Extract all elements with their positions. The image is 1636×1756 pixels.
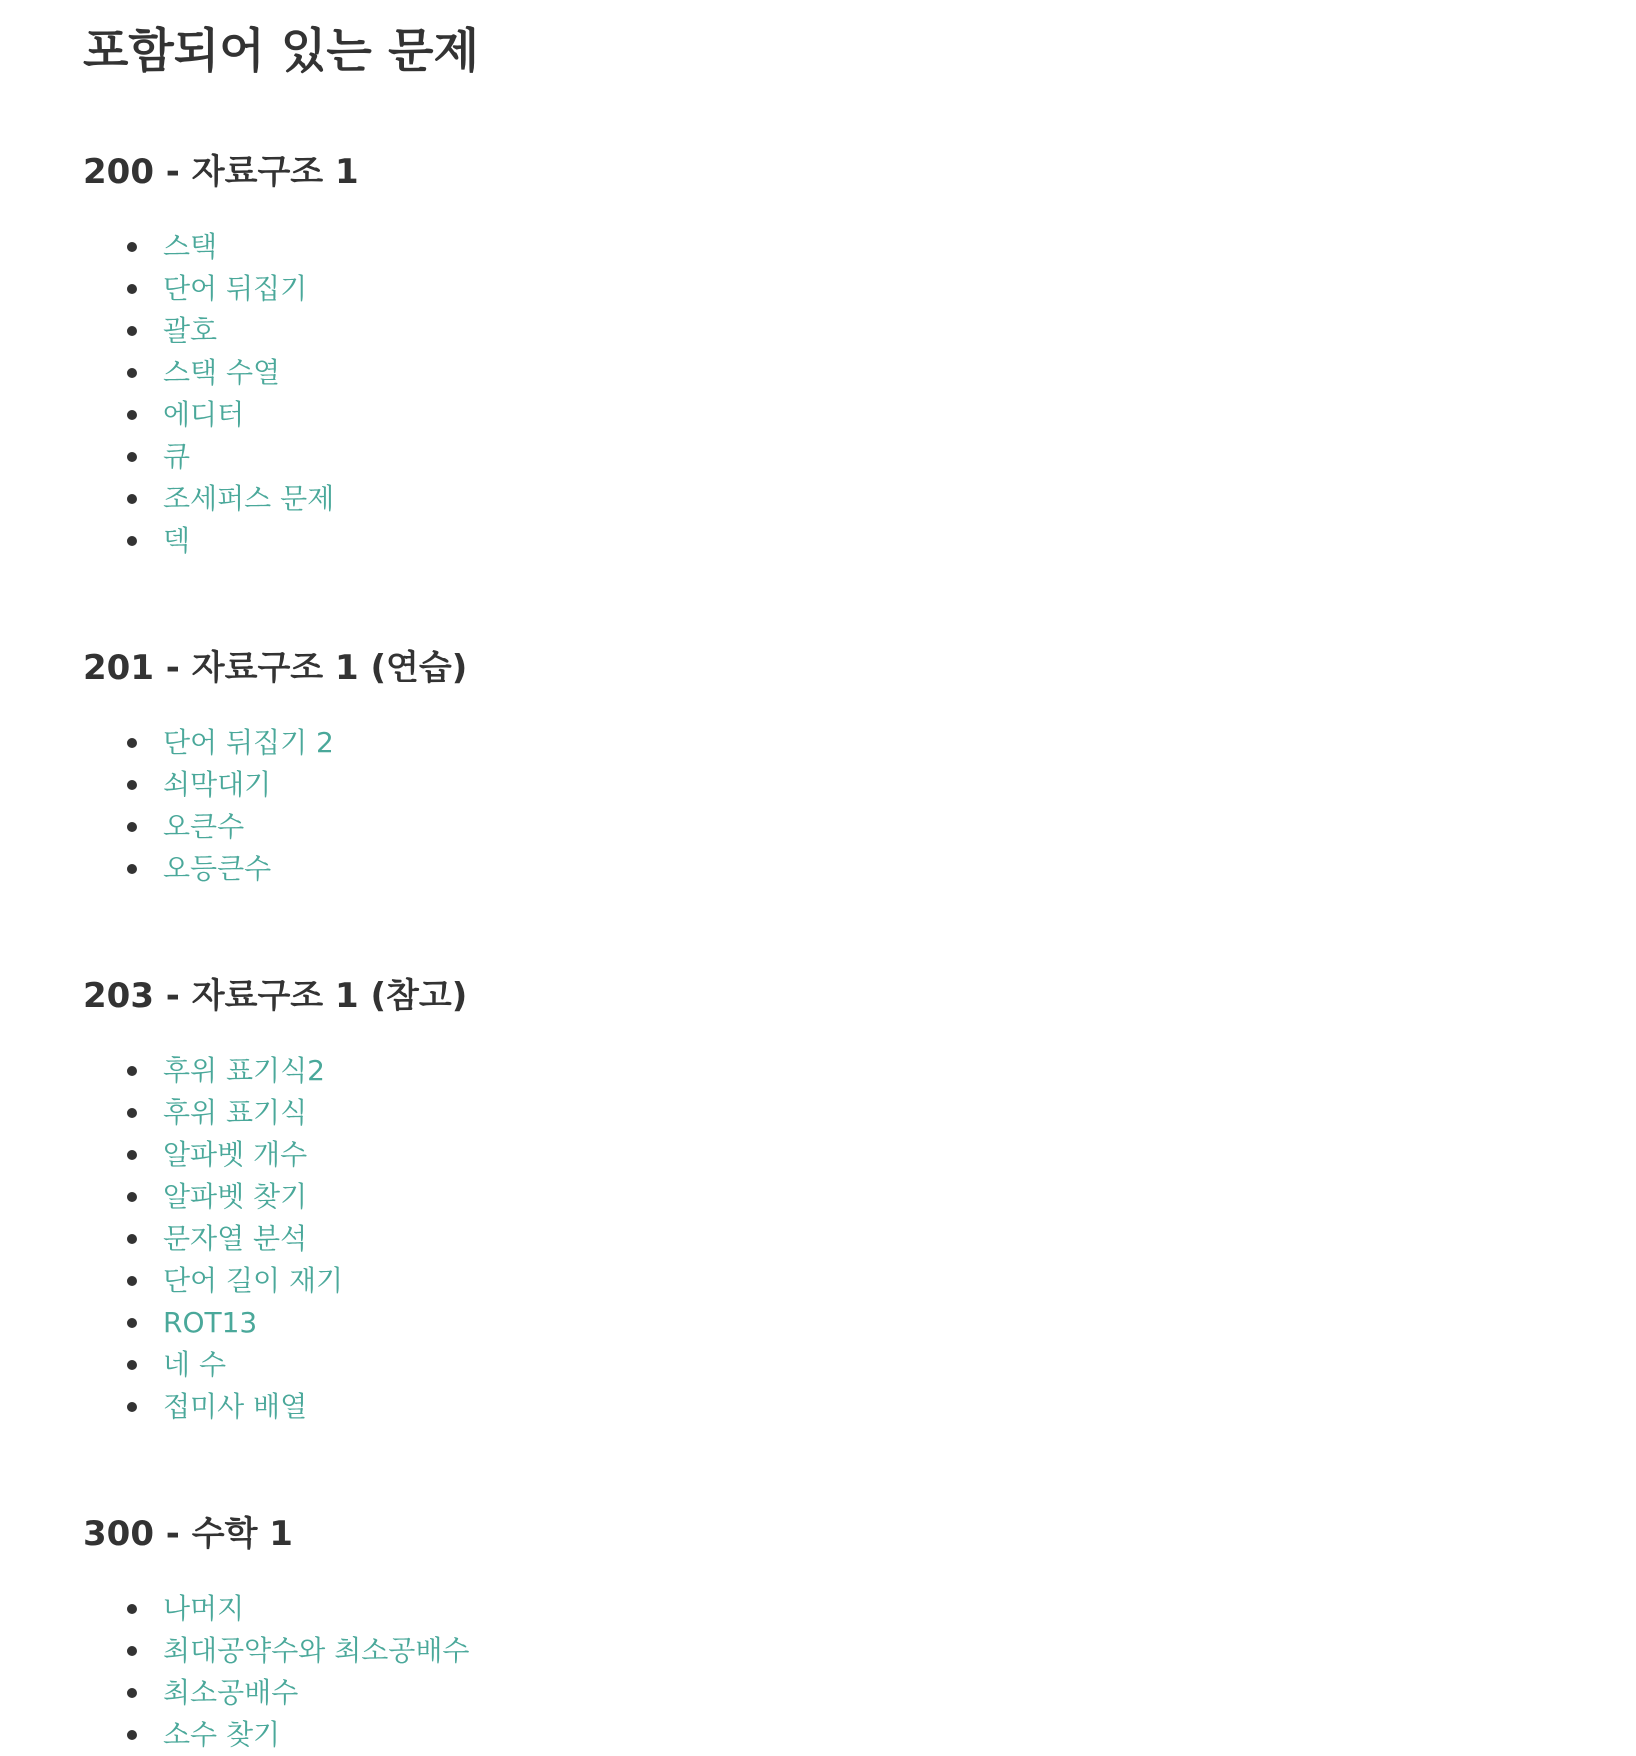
problem-link[interactable]: 조세퍼스 문제 (163, 482, 335, 515)
bullet-icon (127, 738, 137, 748)
problem-list-item (163, 764, 1636, 806)
problem-list-item (163, 1302, 1636, 1344)
bullet-icon (127, 1688, 137, 1698)
problem-list-item (163, 848, 1636, 890)
page-title: 포함되어 있는 문제 (83, 24, 479, 79)
bullet-icon (127, 452, 137, 462)
bullet-icon (127, 1276, 137, 1286)
bullet-icon (127, 864, 137, 874)
problem-link[interactable]: 덱 (163, 524, 191, 557)
problem-link[interactable]: 알파벳 찾기 (163, 1180, 308, 1213)
problem-link[interactable]: 네 수 (163, 1348, 226, 1381)
problem-link[interactable]: 소수 찾기 (163, 1718, 281, 1751)
problem-link[interactable]: 단어 길이 재기 (163, 1264, 344, 1297)
problem-link[interactable]: 후위 표기식 (163, 1096, 308, 1129)
problem-list-item (163, 1218, 1636, 1260)
section-title: 300 - 수학 1 (83, 1514, 293, 1554)
problem-list-item (163, 1630, 1636, 1672)
problem-list-item (163, 1714, 1636, 1756)
problem-list-item (163, 1344, 1636, 1386)
problem-link[interactable]: 최소공배수 (163, 1676, 299, 1709)
problem-list (83, 1050, 1636, 1428)
section-300 (83, 1512, 1636, 1756)
bullet-icon (127, 326, 137, 336)
section-title: 200 - 자료구조 1 (83, 152, 359, 192)
bullet-icon (127, 1234, 137, 1244)
bullet-icon (127, 284, 137, 294)
bullet-icon (127, 1066, 137, 1076)
problem-list-item (163, 1092, 1636, 1134)
problem-link[interactable]: 스택 (163, 230, 218, 263)
section-title: 203 - 자료구조 1 (참고) (83, 976, 468, 1016)
problem-link[interactable]: 큐 (163, 440, 191, 473)
problem-list-item (163, 520, 1636, 562)
section-201 (83, 646, 1636, 890)
bullet-icon (127, 242, 137, 252)
bullet-icon (127, 1646, 137, 1656)
section-203 (83, 974, 1636, 1428)
bullet-icon (127, 1360, 137, 1370)
problem-list-item (163, 1176, 1636, 1218)
bullet-icon (127, 1318, 137, 1328)
section-title: 201 - 자료구조 1 (연습) (83, 648, 468, 688)
problem-list (83, 226, 1636, 562)
problem-list-item (163, 806, 1636, 848)
problem-link[interactable]: 나머지 (163, 1592, 245, 1625)
bullet-icon (127, 1402, 137, 1412)
bullet-icon (127, 368, 137, 378)
problem-link[interactable]: 문자열 분석 (163, 1222, 308, 1255)
problem-link[interactable]: ROT13 (163, 1306, 258, 1339)
problem-link[interactable]: 단어 뒤집기 2 (163, 726, 334, 759)
problem-link[interactable]: 스택 수열 (163, 356, 281, 389)
problem-list-item (163, 478, 1636, 520)
bullet-icon (127, 1108, 137, 1118)
bullet-icon (127, 494, 137, 504)
problem-list-item (163, 1134, 1636, 1176)
bullet-icon (127, 1604, 137, 1614)
problem-list-item (163, 268, 1636, 310)
problem-list (83, 722, 1636, 890)
problem-list-item (163, 436, 1636, 478)
problem-link[interactable]: 쇠막대기 (163, 768, 272, 801)
problem-list-item (163, 1050, 1636, 1092)
problem-list-item (163, 352, 1636, 394)
problem-list-item (163, 310, 1636, 352)
bullet-icon (127, 410, 137, 420)
problem-link[interactable]: 오큰수 (163, 810, 245, 843)
problem-link[interactable]: 에디터 (163, 398, 245, 431)
problem-link[interactable]: 최대공약수와 최소공배수 (163, 1634, 470, 1667)
problem-list-item (163, 1588, 1636, 1630)
problem-list-item (163, 1672, 1636, 1714)
problem-link[interactable]: 오등큰수 (163, 852, 272, 885)
problem-list-item (163, 1386, 1636, 1428)
problem-list-item (163, 1260, 1636, 1302)
problem-list (83, 1588, 1636, 1756)
problem-link[interactable]: 알파벳 개수 (163, 1138, 308, 1171)
problem-list-item (163, 722, 1636, 764)
problem-list-item (163, 394, 1636, 436)
bullet-icon (127, 1730, 137, 1740)
section-200 (83, 150, 1636, 562)
problem-link[interactable]: 후위 표기식2 (163, 1054, 325, 1087)
bullet-icon (127, 1150, 137, 1160)
problem-link[interactable]: 단어 뒤집기 (163, 272, 308, 305)
bullet-icon (127, 780, 137, 790)
bullet-icon (127, 1192, 137, 1202)
bullet-icon (127, 822, 137, 832)
problem-link[interactable]: 괄호 (163, 314, 218, 347)
bullet-icon (127, 536, 137, 546)
problem-list-item (163, 226, 1636, 268)
problem-link[interactable]: 접미사 배열 (163, 1390, 308, 1423)
